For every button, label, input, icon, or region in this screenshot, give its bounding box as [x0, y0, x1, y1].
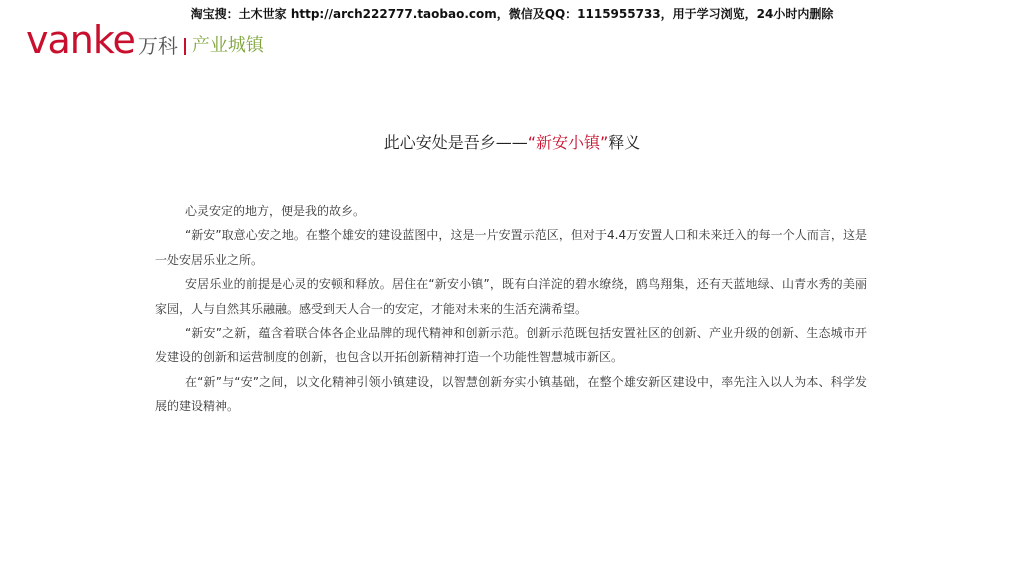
title-part-1: 此心安处是吾乡—— — [383, 133, 528, 152]
title-part-3: 释义 — [608, 133, 641, 152]
logo-divider — [184, 38, 186, 55]
logo-brand-cn: 万科 — [137, 34, 178, 58]
paragraph-3: 安居乐业的前提是心灵的安顿和释放。居住在“新安小镇”，既有白洋淀的碧水缭绕，鸥鸟翔集，还有天蓝地绿、山青水秀的美丽家园，人与自然其乐融融。感受到天人合一的安定，才能对未来的生活充满希望。 — [155, 277, 867, 316]
title-highlight: “新安小镇” — [527, 133, 609, 152]
vanke-logo — [26, 18, 264, 62]
page-title — [0, 130, 1024, 153]
paragraph-2: “新安”取意心安之地。在整个雄安的建设蓝图中，这是一片安置示范区，但对于4.4万安置人口和未来迁入的每一个人而言，这是一处安居乐业之所。 — [155, 228, 867, 267]
paragraph-4: “新安”之新，蕴含着联合体各企业品牌的现代精神和创新示范。创新示范既包括安置社区的创新、产业升级的创新、生态城市开发建设的创新和运营制度的创新，也包含以开拓创新精神打造一个功能性智慧城市新区。 — [155, 326, 867, 365]
paragraph-1: 心灵安定的地方，便是我的故乡。 — [185, 204, 366, 218]
logo-subtitle: 产业城镇 — [191, 35, 264, 56]
body-text — [155, 199, 867, 419]
watermark-text: 淘宝搜：土木世家 http://arch222777.taobao.com，微信及QQ：1115955733，用于学习浏览，24小时内删除 — [190, 7, 834, 21]
paragraph-5: 在“新”与“安”之间，以文化精神引领小镇建设，以智慧创新夯实小镇基础，在整个雄安新区建设中，率先注入以人为本、科学发展的建设精神。 — [155, 374, 867, 414]
logo-brand-en: vanke — [26, 18, 135, 62]
